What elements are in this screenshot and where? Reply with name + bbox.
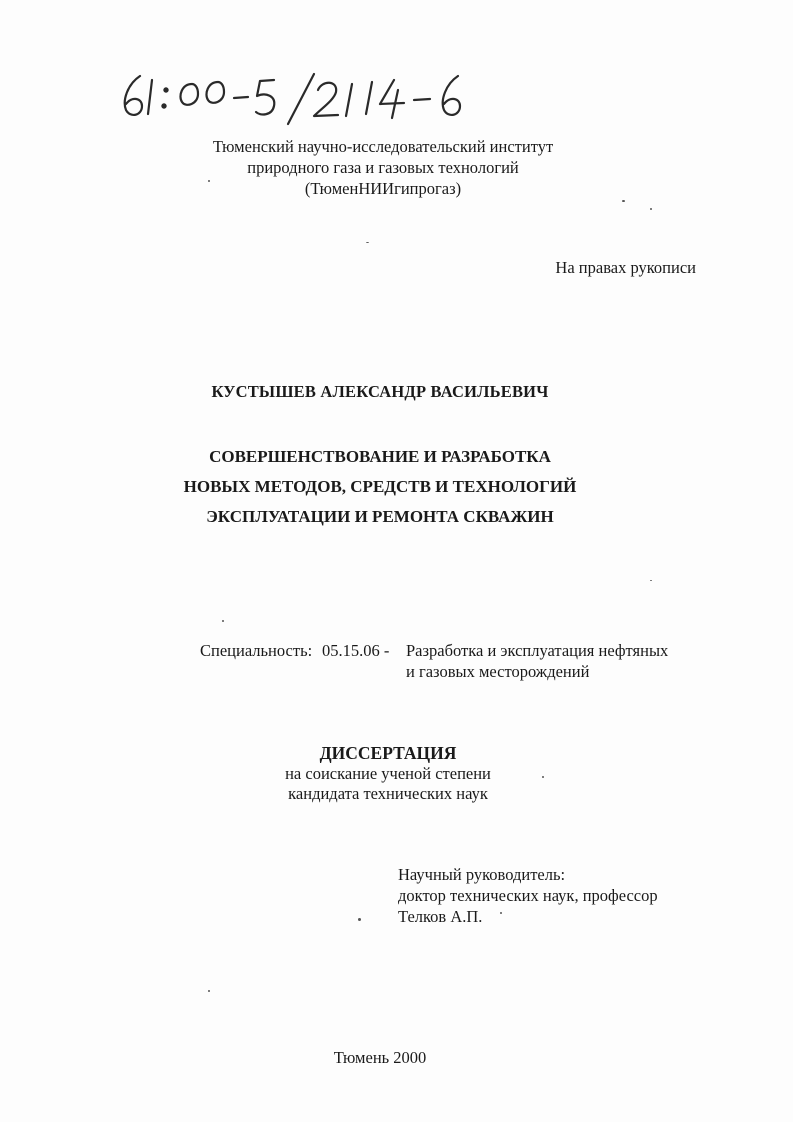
specialty-name-line-2: и газовых месторождений — [406, 662, 590, 681]
author-name: КУСТЫШЕВ АЛЕКСАНДР ВАСИЛЬЕВИЧ — [211, 382, 549, 401]
specialty-label: Специальность: — [200, 641, 313, 660]
dissertation-line-2: кандидата технических наук — [288, 784, 488, 803]
handwritten-archive-number — [118, 66, 498, 126]
institute-line-2: природного газа и газовых технологий — [247, 158, 519, 177]
scan-speck — [208, 990, 210, 992]
dissertation-line-1: на соискание ученой степени — [285, 764, 491, 783]
scan-speck — [500, 912, 502, 914]
advisor-block — [398, 864, 698, 927]
scan-speck — [650, 208, 652, 210]
scan-speck — [358, 918, 361, 921]
dissertation-block — [200, 742, 576, 804]
institute-block — [160, 136, 606, 199]
specialty-code: 05.15.06 - — [322, 641, 390, 660]
scan-speck — [222, 620, 224, 622]
dissertation-title — [120, 442, 640, 532]
institute-line-3: (ТюменНИИгипрогаз) — [304, 179, 462, 198]
scan-speck — [208, 180, 210, 182]
scan-speck — [542, 776, 544, 778]
rights-note: На правах рукописи — [555, 258, 696, 277]
title-line-2: НОВЫХ МЕТОДОВ, СРЕДСТВ И ТЕХНОЛОГИЙ — [183, 477, 577, 496]
advisor-label: Научный руководитель: — [398, 865, 566, 884]
specialty-name-line-1: Разработка и эксплуатация нефтяных — [406, 641, 669, 660]
city-year: Тюмень 2000 — [333, 1048, 427, 1067]
scan-speck — [366, 242, 369, 243]
advisor-name: Телков А.П. — [398, 907, 483, 926]
institute-line-1: Тюменский научно-исследовательский институт — [212, 137, 554, 156]
scan-speck — [650, 580, 652, 581]
title-line-1: СОВЕРШЕНСТВОВАНИЕ И РАЗРАБОТКА — [209, 447, 551, 466]
advisor-degree: доктор технических наук, профессор — [398, 886, 658, 905]
title-line-3: ЭКСПЛУАТАЦИИ И РЕМОНТА СКВАЖИН — [206, 507, 554, 526]
dissertation-heading: ДИССЕРТАЦИЯ — [319, 743, 457, 763]
specialty-row — [200, 640, 700, 661]
scan-speck — [622, 200, 625, 202]
specialty-block — [200, 640, 700, 682]
